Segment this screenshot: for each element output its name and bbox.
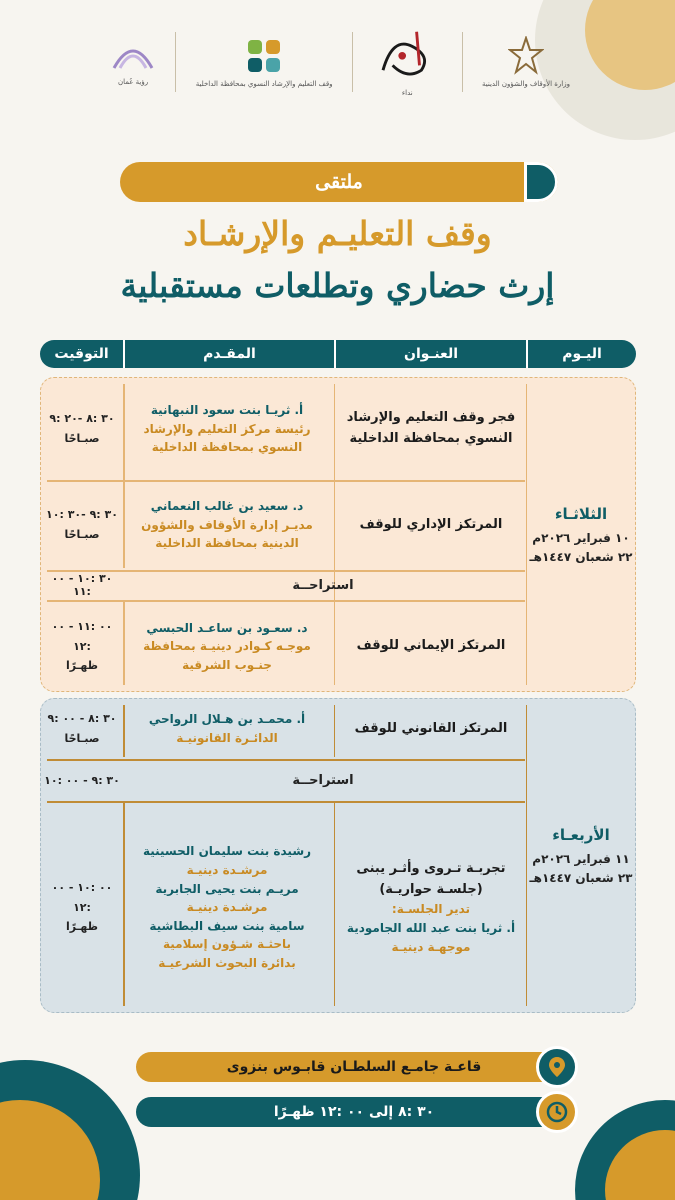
panelist-role: بدائرة البحوث الشرعيـة — [158, 955, 296, 970]
presenter-cell — [123, 699, 331, 759]
time-cell — [41, 801, 123, 1014]
presenter-role: موجـه كـوادر دينيـة بمحافظة جنـوب الشرقية — [143, 639, 311, 672]
event-label-pill — [120, 162, 558, 202]
header-title: العنـوان — [334, 340, 526, 368]
time-cell — [41, 378, 123, 480]
time-range: ٣٠ :٩ -٣٠ :١٠ — [46, 508, 118, 522]
logo-divider — [175, 32, 176, 92]
pill-cap — [524, 162, 558, 202]
day1-block — [40, 377, 636, 692]
session-title — [339, 480, 523, 570]
day1-hijri: ٢٢ شعبان ١٤٤٧هـ — [529, 549, 633, 564]
presenter-role: مديـر إدارة الأوقاف والشؤون الدينية بمحافظة الداخلية — [141, 517, 313, 551]
break-label: استراحــة — [292, 577, 354, 593]
vision-logo — [110, 27, 156, 97]
session-title-text: المرتكز الإداري للوقف — [359, 516, 503, 532]
time-cell — [41, 600, 123, 693]
presenter-name: أ. محمـد بن هـلال الرواحي — [148, 712, 306, 727]
time-range: ٣٠ :٨ - ٠٠ :٩ — [47, 712, 117, 726]
header-day: اليـوم — [526, 340, 636, 368]
event-label: ملتقى — [315, 171, 363, 193]
day2-name: الأربعـاء — [552, 825, 610, 844]
event-title: وقف التعليـم والإرشـاد — [183, 214, 492, 253]
ministry-logo-text: وزارة الأوقاف والشؤون الدينية — [482, 79, 570, 88]
event-subtitle: إرث حضاري وتطلعات مستقبلية — [120, 266, 555, 305]
logo-divider — [462, 32, 463, 92]
calligraphy-logo — [372, 27, 442, 97]
moderator-name: أ. ثريا بنت عبد الله الجامودية — [346, 921, 516, 935]
time-period: صبـاحًا — [64, 432, 100, 445]
waqf-logo-text: وقف التعليم والإرشاد النسوي بمحافظة الداخلية — [195, 79, 333, 88]
time-range: ٠٠ :١٠ - ٠٠ :١٢ — [51, 880, 113, 914]
day2-hijri: ٢٣ شعبان ١٤٤٧هـ — [529, 870, 633, 885]
session-title — [339, 378, 523, 480]
panelist-name: سامية بنت سيف البطاشية — [149, 918, 305, 933]
logo-divider — [352, 32, 353, 92]
session-title-text: المرتكز الإيماني للوقف — [356, 638, 506, 654]
panel-subtitle: (جلسـة حواريـة) — [379, 881, 483, 897]
location-text: قاعـة جامـع السلطـان قابـوس بنزوى — [226, 1059, 482, 1075]
divider — [334, 705, 336, 757]
time-period: صبـاحًا — [64, 528, 100, 541]
panel-title-cell — [339, 801, 523, 1014]
break-cell — [123, 759, 523, 801]
moderator-role: موجهـة دينيـة — [391, 939, 471, 954]
logo-bar — [110, 22, 570, 102]
time-text: ٣٠ :٨ إلى ٠٠ :١٢ ظهـرًا — [273, 1104, 435, 1120]
day2-cell — [527, 699, 635, 1014]
day1-greg: ١٠ فبراير ٢٠٢٦م — [532, 530, 630, 545]
panelist-name: رشيدة بنت سليمان الحسينية — [142, 844, 312, 859]
day1-name: الثلاثـاء — [554, 504, 608, 523]
panelist-name: مريـم بنت يحيى الجابرية — [155, 881, 299, 896]
presenter-name: د. سعيد بن غالب النعماني — [150, 499, 304, 514]
waqf-logo — [196, 27, 333, 97]
session-title-text: المرتكز القانوني للوقف — [354, 720, 508, 736]
time-period: ظهـرًا — [66, 659, 98, 673]
day1-cell — [527, 378, 635, 693]
time-range: ٠٠ :١١ - ٠٠ :١٢ — [51, 619, 113, 653]
panel-title: تجربـة تـروى وأثـر يبنى — [356, 860, 506, 876]
presenter-name: أ. ثريـا بنت سعود النبهانية — [150, 403, 304, 418]
presenter-cell — [123, 600, 331, 693]
break-time-cell — [41, 759, 123, 801]
break-time: ٣٠ :٩ - ٠٠ :١٠ — [44, 773, 120, 787]
break-label: استراحــة — [292, 772, 354, 788]
time-cell — [41, 699, 123, 759]
break-cell — [123, 570, 523, 600]
presenter-cell — [123, 378, 331, 480]
divider — [334, 384, 336, 685]
vision-logo-text: رؤية عُمان — [117, 77, 149, 86]
table-header — [40, 340, 636, 368]
day2-block — [40, 698, 636, 1013]
divider — [334, 801, 336, 1006]
session-title-text: فجر وقف التعليم والإرشاد النسوي بمحافظة الداخلية — [346, 410, 516, 446]
presenter-role: الدائـرة القانونيـة — [176, 731, 278, 745]
time-cell — [41, 480, 123, 570]
time-period: صبـاحًا — [64, 732, 100, 745]
location-pin-icon — [536, 1046, 578, 1088]
panelists-cell — [123, 801, 331, 1014]
time-period: ظهـرًا — [66, 920, 98, 934]
session-title — [339, 600, 523, 693]
presenter-name: د. سعـود بن ساعـد الحبسي — [146, 620, 308, 635]
moderator-label: تدير الجلسـة: — [391, 902, 471, 917]
header-presenter: المقـدم — [123, 340, 334, 368]
break-time-cell — [41, 570, 123, 600]
day2-greg: ١١ فبراير ٢٠٢٦م — [532, 851, 630, 866]
session-title — [339, 699, 523, 759]
presenter-role: رئيسة مركز التعليم والإرشاد النسوي بمحافظة الداخلية — [143, 421, 311, 455]
clock-icon — [536, 1091, 578, 1133]
time-pill — [136, 1097, 572, 1127]
panelist-role: مرشـدة دينيـة — [186, 863, 268, 878]
presenter-cell — [123, 480, 331, 570]
calligraphy-logo-text: نداء — [401, 88, 413, 97]
time-range: ٣٠ :٨ -٢٠ :٩ — [49, 412, 115, 426]
location-pill — [136, 1052, 572, 1082]
panelist-role: باحثـة شـؤون إسلامية — [162, 937, 292, 952]
header-time: التوقيت — [40, 340, 123, 368]
break-time: ٣٠ :١٠ - ٠٠ :١١ — [51, 572, 113, 598]
ministry-logo — [482, 27, 570, 97]
panelist-role: مرشـدة دينيـة — [186, 900, 268, 915]
